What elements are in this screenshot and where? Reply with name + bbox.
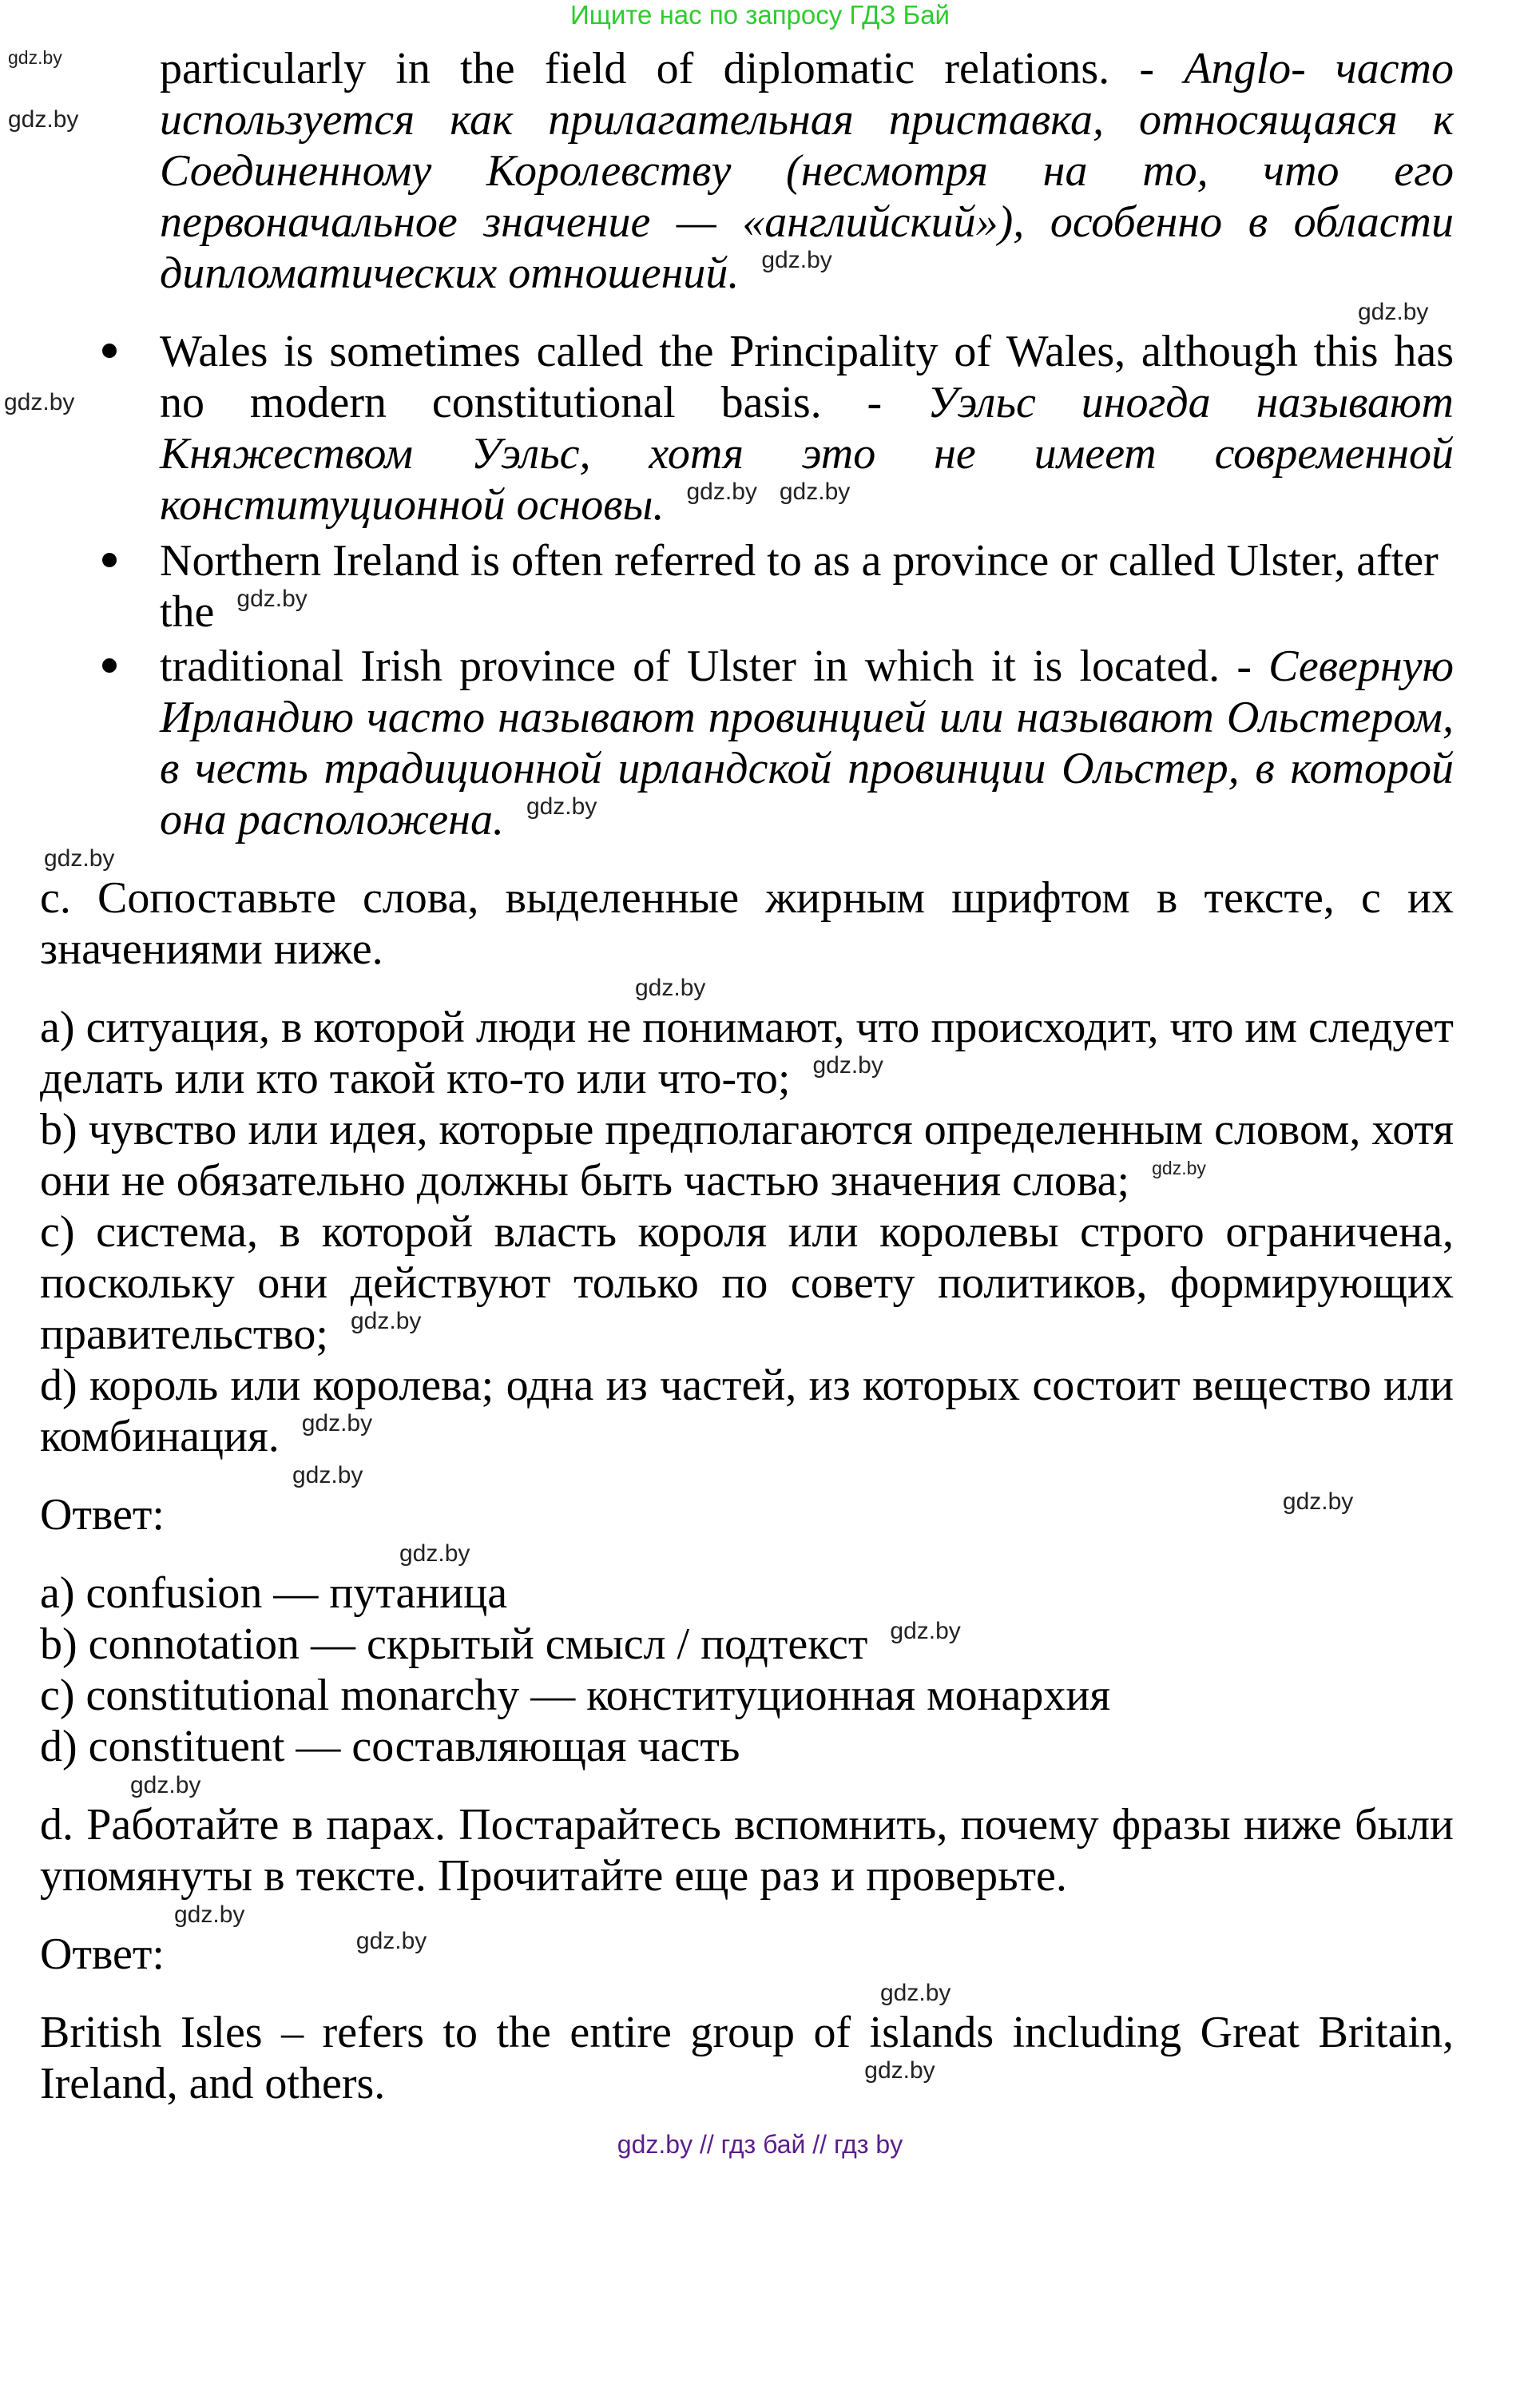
watermark: gdz.by <box>130 1772 201 1798</box>
answer-c: c) constitutional monarchy — конституционная монархия <box>40 1671 1111 1720</box>
definition-b-text: b) чувство или идея, которые предполагаются определенным словом, хотя они не обязательно должны быть частью значения слова; <box>40 1105 1454 1206</box>
bullet-en: Wales is sometimes called the Principality of Wales, although this has no modern constitutional basis. - <box>160 327 1454 427</box>
spacer <box>0 1462 1520 1489</box>
definitions-list <box>40 1002 1454 1462</box>
answer-d: d) constituent — составляющая часть <box>40 1722 740 1771</box>
watermark: gdz.by <box>301 1410 373 1436</box>
watermark: gdz.by <box>236 586 308 612</box>
answer-b-text: b) connotation — скрытый смысл / подтекст <box>40 1619 868 1669</box>
answer-label-2-row <box>40 1929 1454 1980</box>
bullet-en: Northern Ireland is often referred to as a province or called Ulster, after the <box>160 536 1439 637</box>
definition-c-text: c) система, в которой власть короля или королевы строго ограничена, поскольку они действуют только по совету политиков, формирующих правительство; <box>40 1207 1454 1359</box>
definition-c <box>40 1206 1454 1360</box>
watermark: gdz.by <box>1152 1158 1206 1178</box>
bullet-icon <box>102 344 117 358</box>
watermark: gdz.by <box>812 1052 883 1079</box>
task-d: d. Работайте в парах. Постарайтесь вспомнить, почему фразы ниже были упомянуты в тексте. Прочитайте еще раз и проверьте. <box>40 1800 1454 1901</box>
bullet-item <box>160 641 1454 845</box>
watermark: gdz.by <box>686 479 757 505</box>
bullet-list <box>4 326 1454 845</box>
bullet-icon <box>102 658 117 673</box>
answer-a: a) confusion — путаница <box>40 1568 508 1618</box>
bullet-item <box>4 326 1454 530</box>
watermark: gdz.by <box>526 793 597 820</box>
definition-d-text: d) король или королева; одна из частей, из которых состоит вещество или комбинация. <box>40 1361 1454 1461</box>
bullet-item <box>160 535 1454 638</box>
watermark: gdz.by <box>292 1462 363 1488</box>
watermark: gdz.by <box>351 1308 422 1334</box>
answers-list <box>40 1568 1454 1772</box>
definition-a-text: a) ситуация, в которой люди не понимают, что происходит, что им следует делать или кто такой кто-то или что-то; <box>40 1003 1454 1103</box>
spacer <box>0 1901 1520 1929</box>
answer-label: Ответ: <box>40 1490 165 1540</box>
answer-b <box>40 1619 1454 1670</box>
spacer <box>0 1772 1520 1799</box>
watermark: gdz.by <box>355 1928 427 1954</box>
bullet-ru: Северную Ирландию часто называют провинцией или называют Ольстером, в честь традиционной ирландской провинции Ольстер, в которой она расположена. <box>160 642 1454 844</box>
spacer <box>0 1540 1520 1568</box>
answer-label-2: Ответ: <box>40 1929 165 1979</box>
spacer <box>0 1980 1520 2007</box>
watermark: gdz.by <box>761 247 832 273</box>
watermark: gdz.by <box>4 389 75 415</box>
british-isles-text: British Isles – refers to the entire group of islands including Great Britain, Ireland, and others. <box>40 2008 1454 2108</box>
watermark: gdz.by <box>8 47 62 68</box>
watermark: gdz.by <box>8 106 79 133</box>
definition-b <box>40 1104 1454 1206</box>
watermark: gdz.by <box>44 845 115 872</box>
watermark: gdz.by <box>880 1980 951 2006</box>
intro-ru: Anglo- часто используется как прилагательная приставка, относящаяся к Соединенному Королевству (несмотря на то, что его первоначальное значение — «английский»), особенно в области дипломатических отношений. <box>160 44 1454 298</box>
bullet-en: traditional Irish province of Ulster in which it is located. - <box>160 642 1269 691</box>
intro-en: particularly in the field of diplomatic relations. - <box>160 44 1185 93</box>
british-isles-answer <box>40 2007 1454 2109</box>
watermark: gdz.by <box>399 1540 470 1567</box>
header-banner[interactable]: Ищите нас по запросу ГДЗ Бай <box>570 0 950 30</box>
watermark: gdz.by <box>1358 299 1429 325</box>
definition-d <box>40 1360 1454 1462</box>
watermark: gdz.by <box>1282 1488 1354 1515</box>
watermark: gdz.by <box>890 1618 961 1644</box>
watermark: gdz.by <box>635 975 706 1001</box>
spacer <box>0 975 1520 1002</box>
bullet-ru: Уэльс иногда называют Княжеством Уэльс, хотя это не имеет современной конституционной основы. <box>160 378 1454 530</box>
footer-links[interactable]: gdz.by // гдз бай // гдз by <box>617 2130 903 2159</box>
bullet-icon <box>102 553 117 567</box>
watermark: gdz.by <box>864 2057 935 2084</box>
spacer <box>0 299 1520 326</box>
task-c: c. Сопоставьте слова, выделенные жирным шрифтом в тексте, с их значениями ниже. <box>40 873 1454 974</box>
definition-a <box>40 1002 1454 1104</box>
answer-label-row <box>40 1489 1454 1540</box>
watermark: gdz.by <box>174 1901 245 1928</box>
spacer <box>0 845 1520 872</box>
intro-paragraph <box>8 43 1454 299</box>
watermark: gdz.by <box>779 479 851 505</box>
